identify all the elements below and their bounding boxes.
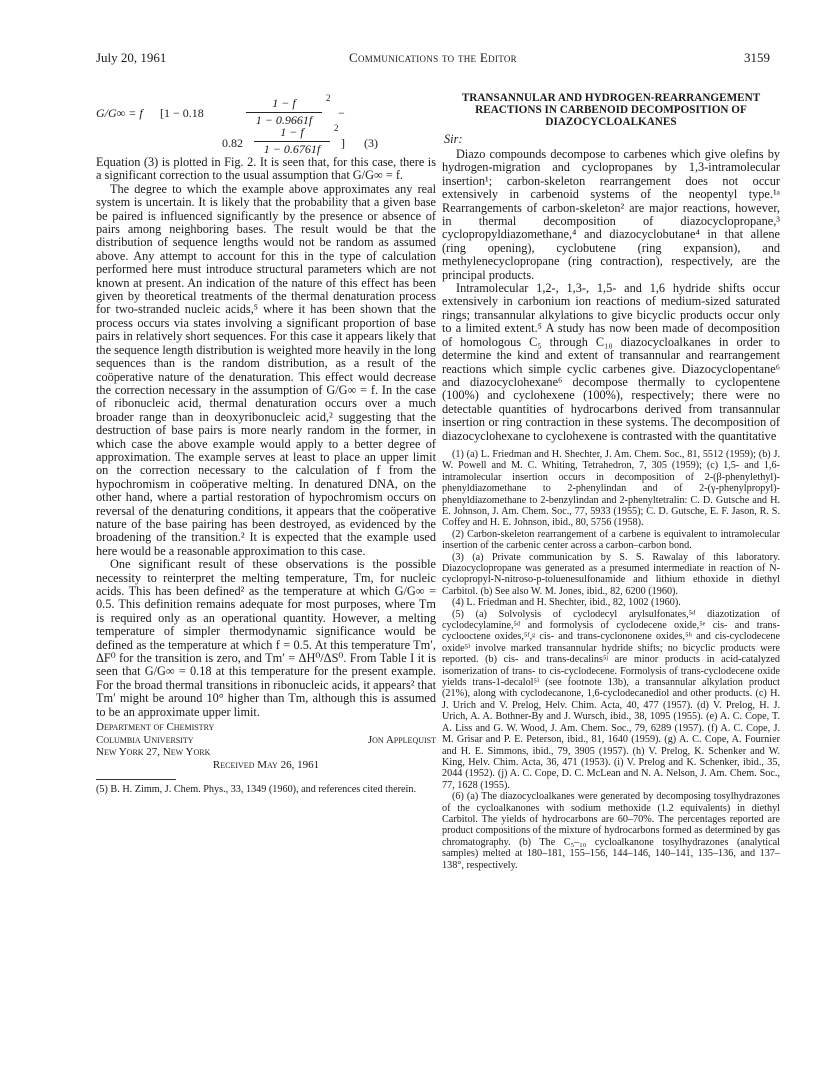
body-paragraph: Equation (3) is plotted in Fig. 2. It is seen that, for this case, there is a significant correction to the usual assumption that G/G∞ = f. [96, 155, 436, 183]
right-column [442, 92, 780, 871]
equation-den1: 1 − 0.9661f [255, 113, 313, 127]
left-column [96, 92, 436, 795]
footnote: (5) B. H. Zimm, J. Chem. Phys., 33, 1349 (1960), and references cited therein. [96, 784, 416, 796]
article-title: TRANSANNULAR AND HYDROGEN-REARRANGEMENT REACTIONS IN CARBENOID DECOMPOSITION OF DIAZOCYCLOALKANES [461, 92, 761, 128]
header-section: Communications to the Editor [349, 50, 517, 65]
department: Department of Chemistry [96, 721, 215, 734]
footnotes [442, 449, 780, 871]
body-paragraph: Diazo compounds decompose to carbenes which give olefins by hydrogen-migration and cyclopropanes by 1,3-intramolecular insertion¹; carbon-skeleton rearrangement does not occur extensively in carbenoid systems of the neopentyl type.¹ᵃ Rearrangements of carbon-skeleton² are major reactions, however, in thermal decomposition of diazocyclopropane,³ cyclopropyldiazomethane,⁴ and diazocyclobutane⁴ in that allene (ring opening), cyclobutene (ring expansion), and methylenecyclopropane (ring contraction), respectively, are the principal products. [442, 147, 780, 282]
equation-number: (3) [364, 136, 378, 150]
city: New York 27, New York [96, 746, 211, 759]
equation-den2: 1 − 0.6761f [263, 142, 321, 156]
equation-bracket-close: ] [341, 136, 345, 150]
header-date: July 20, 1961 [96, 50, 167, 65]
author-name: Jon Applequist [367, 733, 436, 746]
page-number: 3159 [744, 50, 770, 65]
author-signature [96, 721, 436, 771]
body-paragraph: Intramolecular 1,2-, 1,3-, 1,5- and 1,6 hydride shifts occur extensively in carbonium ion reactions of medium-sized saturated rings; transannular alkylations to give bicyclic products occur only to a limited extent.⁵ A study has now been made of decomposition of homologous C₅ through C₁₀ diazocycloalkanes in order to determine the kind and extent of transannular and rearrangement reactions which simple cyclic carbenes give. Diazocyclopentane⁶ and diazocyclohexane⁶ decompose thermally to cyclopentene (100%) and cyclohexene (100%), respectively; there were no detectable quantities of hydrocarbons derived from transannular insertion or ring contraction in these systems. The decomposition of diazocyclohexane to cyclohexene is contrasted with the quantitative [442, 281, 780, 443]
equation-sup1: 2 [326, 93, 331, 103]
equation-lhs: G/G∞ = f [96, 106, 143, 120]
university: Columbia University [96, 733, 194, 746]
received-date: Received May 26, 1961 [212, 758, 320, 771]
equation-bracket-open: [1 − 0.18 [160, 106, 204, 120]
body-paragraph: The degree to which the example above approximates any real system is uncertain. It is likely that the probability that a given base be paired is influenced significantly by the presence or absence of pairs among neighboring bases. The result would be that the distribution of sequence lengths would not be random as assumed above. Any attempt to account for this in the type of calculation performed here must introduce structural parameters which are not known at present. An indication of the nature of this effect has been given by theoretical treatments of the thermal denaturation process for two-stranded nucleic acids,⁵ where it has been shown that the process occurs via states involving a significant proportion of base pairs in relatively short sequences. For this case it appears likely that the sequence length distribution is weighted more heavily in the long sequences than is the random distribution, as a result of the coöperative nature of the denaturation. This effect would decrease the correction necessary in the assumption of G/G∞ = f. In the case of ribonucleic acid, thermal denaturation occurs over a much broader range than in deoxyribonucleic acid,² suggesting that the destruction of base pairs is more nearly random in the former, in which case the above example would apply to a better degree of approximation. The example serves at least to place an upper limit on the correction necessary to the calculation of f from the hypochromism in coöperative melting. In denatured DNA, on the other hand, where a partial restoration of hypochromism occurs on reversal of the denaturing conditions, it appears that the coöperative nature of the base pairing has been destroyed, as evidenced by the broadening of the transition.² It is expected that the example used here would be a reasonable approximation to this case. [96, 181, 436, 558]
footnote: (4) L. Friedman and H. Shechter, ibid., 82, 1002 (1960). [452, 597, 681, 609]
running-header [96, 50, 770, 70]
salutation: Sir: [444, 132, 463, 146]
footnote: (1) (a) L. Friedman and H. Shechter, J. Am. Chem. Soc., 81, 5512 (1959); (b) J. W. Powell and M. C. Whiting, Tetrahedron, 7, 305 (1959); (c) 1,5- and 1,6-intramolecular insertion occurs in decomposition of 2-(β-phenylethyl)-phenyldiazomethane to 2-phenylindan and of 2-(γ-phenylpropyl)-phenyldiazomethane to 2-benzylindan and 2-phenyltetralin: C. D. Gutsche and H. E. Johnson, J. Am. Chem. Soc., 77, 5933 (1955); C. D. Gutsche, E. F. Jason, R. S. Coffey and H. E. Johnson, ibid., 80, 5756 (1958). [442, 448, 780, 529]
footnote: (3) (a) Private communication by S. S. Rawalay of this laboratory. Diazocyclopropane was generated as a presumed intermediate in reaction of N-cyclopropyl-N-nitroso-p-toluenesulfonamide and lithium ethoxide in diethyl Carbitol. (b) See also W. M. Jones, ibid., 82, 6200 (1960). [442, 551, 780, 597]
equation-sup2: 2 [334, 123, 339, 133]
footnote-rule [96, 779, 176, 780]
equation-coef2: 0.82 [222, 136, 243, 150]
footnote: (2) Carbon-skeleton rearrangement of a carbene is equivalent to intramolecular insertion of the carbenic center across a carbon–carbon bond. [442, 528, 780, 552]
footnote: (6) (a) The diazocycloalkanes were generated by decomposing tosylhydrazones of the cycloalkanones with sodium methoxide (1.2 equivalents) in diethyl Carbitol. The yields of hydrocarbons are 60–70%. The percentages reported are product compositions of the mixture of hydrocarbons formed as determined by gas chromatography. (b) The C₅–₁₀ cycloalkanone tosylhydrazones (analytical samples) melted at 180–181, 155–156, 144–146, 140–141, 135–136, and 137–138°, respectively. [442, 791, 780, 871]
body-paragraph: One significant result of these observations is the possible necessity to reinterpret the melting temperature, Tm, for nucleic acids. This has been defined² as the temperature at which G/G∞ = 0.5. This definition remains adequate for most purposes, where Tm is required only as an operational quantity. However, a melting temperature of simpler thermodynamic significance would be defined as the temperature at which f = 0.5. At this temperature Tm′, ΔF⁰ for the transition is zero, and Tm′ = ΔH⁰/ΔS⁰. From Table I it is seen that G/G∞ = 0.18 at this temperature for the present example. For the broad thermal transitions in ribonucleic acids, it appears² that Tm′ might be around 10° higher than Tm, although this is assumed to be an approximate upper limit. [96, 557, 436, 719]
equation-num1: 1 − f [272, 96, 296, 110]
footnote: (5) (a) Solvolysis of cyclodecyl arylsulfonates,⁵ᵈ diazotization of cyclodecylamine,⁵ᵈ and formolysis of cyclodecene oxide,⁵ᵉ cis- and trans-cyclooctene oxides,⁵ᶠ,ᵍ cis- and trans-cyclononene oxides,⁵ʰ and cis-cyclodecene oxide⁵ⁱ involve marked transannular hydride shifts; no bicyclic products were reported. (b) cis- and trans-decalins⁵ʲ are minor products in acid-catalyzed isomerization of trans- to cis-cyclodecene. Formolysis of trans-cyclodecene oxide yields trans-1-decalol⁵ⁱ (see footnote 13b), a transannular alkylation product (21%), along with cyclodecanone, 1,6-cyclodecanediol and other products. (c) H. J. Urich and V. Prelog, Helv. Chim. Acta, 40, 477 (1957). (d) V. Prelog, H. J. Urich, A. A. Bothner-By and J. Wursch, ibid., 38, 1095 (1955). (e) A. C. Cope, T. A. Liss and G. W. Wood, J. Am. Chem. Soc., 79, 6289 (1957). (f) A. C. Cope, J. M. Grisar and P. E. Peterson, ibid., 81, 1640 (1959). (g) A. C. Cope, A. Fournier and H. E. Simmons, ibid., 79, 3905 (1957). (h) V. Prelog, K. Schenker and W. King, Helv. Chim. Acta, 36, 471 (1953). (i) V. Prelog and K. Schenker, ibid., 35, 2044 (1952). (j) A. C. Cope, D. C. McLean and N. A. Nelson, J. Am. Chem. Soc., 77, 1628 (1955). [442, 608, 780, 791]
equation-minus: − [338, 106, 345, 120]
equation-3 [96, 92, 436, 156]
equation-num2: 1 − f [280, 125, 304, 139]
